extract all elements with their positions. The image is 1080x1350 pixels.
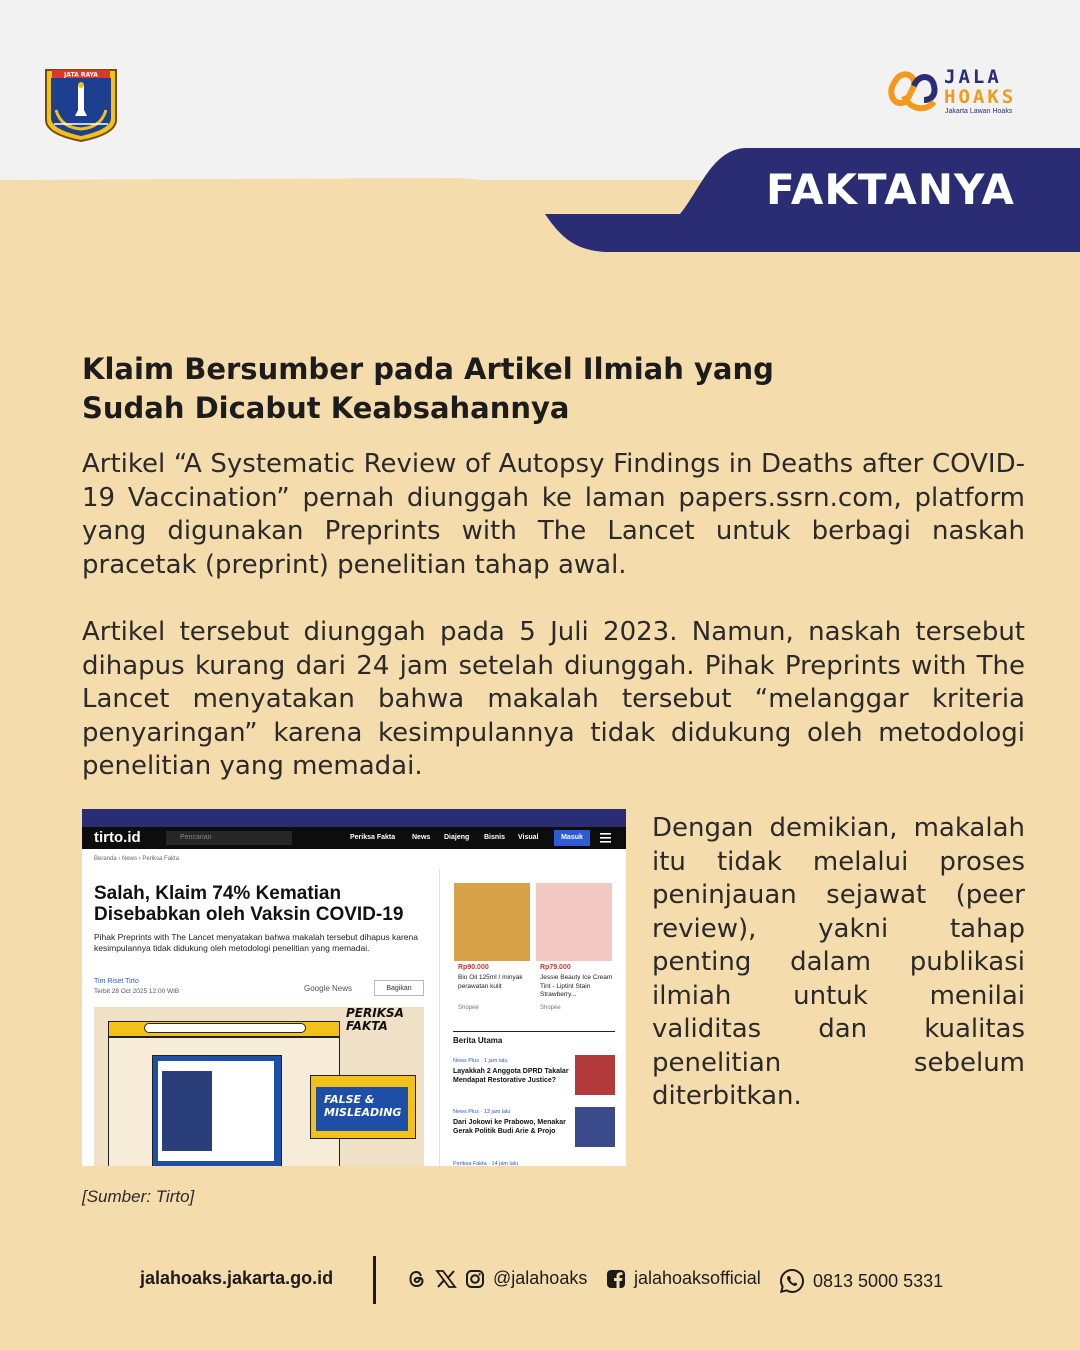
tirto-screenshot	[82, 809, 626, 1166]
screenshot-search-input: Pencarian	[166, 831, 292, 845]
screenshot-menu-item: Bisnis	[484, 834, 506, 841]
product-shop: Shopee	[540, 1005, 561, 1011]
screenshot-subtitle: Pihak Preprints with The Lancet menyatakan bahwa makalah tersebut dihapus karena kesimpulannya tidak didukung oleh metodologi penelitian yang memadai.	[94, 932, 418, 953]
screenshot-illustration	[94, 1007, 424, 1166]
screenshot-date: Terbit 28 Oct 2025 12:00 WIB	[94, 988, 180, 995]
screenshot-menu-item: Visual	[518, 834, 539, 841]
screenshot-title: Salah, Klaim 74% Kematian Disebabkan oleh Vaksin COVID-19	[94, 883, 404, 925]
image-source-caption: [Sumber: Tirto]	[82, 1187, 195, 1206]
paragraph-1: Artikel “A Systematic Review of Autopsy Findings in Deaths after COVID-19 Vaccination” pernah diunggah ke laman papers.ssrn.com, platform yang digunakan Preprints with The Lancet untuk berbagi naskah pracetak (preprint) penelitian tahap awal.	[82, 449, 1025, 580]
footer-website: jalahoaks.jakarta.go.id	[140, 1268, 334, 1288]
illus-post-image	[162, 1071, 212, 1151]
chain-link-icon	[888, 66, 940, 118]
footer-facebook-group	[606, 1268, 761, 1289]
news-thumbnail	[575, 1107, 615, 1147]
logo-tagline: Jakarta Lawan Hoaks	[945, 108, 1013, 115]
screenshot-google-news: Google News	[304, 984, 353, 993]
news-item-title: Dari Jokowi ke Prabowo, Menakar Gerak Politik Budi Arie & Projo	[453, 1119, 566, 1135]
footer-social-group	[407, 1268, 587, 1289]
illus-address-bar	[144, 1023, 306, 1033]
facebook-handle: jalahoaksofficial	[634, 1268, 761, 1288]
screenshot-menu-item: Periksa Fakta	[350, 834, 396, 841]
social-handle: @jalahoaks	[493, 1268, 588, 1288]
screenshot-author: Tim Riset Tirto	[94, 978, 139, 985]
faktanya-banner: FAKTANYA	[766, 165, 1015, 214]
jala-hoaks-logo	[888, 66, 1038, 118]
screenshot-breadcrumb: Beranda › News › Periksa Fakta	[94, 856, 180, 862]
logo-word-jala: JALA	[944, 66, 1002, 88]
screenshot-top-bar	[82, 809, 626, 827]
news-item-title: Layakkah 2 Anggota DPRD Takalar Mendapat Restorative Justice?	[453, 1068, 569, 1084]
product-shop: Shopee	[458, 1005, 479, 1011]
threads-icon	[407, 1269, 427, 1289]
news-thumbnail	[575, 1055, 615, 1095]
whatsapp-icon	[779, 1268, 805, 1294]
news-tag: Periksa Fakta · 14 jam lalu	[453, 1161, 519, 1166]
screenshot-menu-item: Diajeng	[444, 834, 470, 841]
periksa-fakta-stamp: PERIKSA FAKTA	[346, 1006, 404, 1033]
x-icon	[435, 1269, 457, 1289]
hamburger-icon	[600, 833, 611, 843]
berita-utama-heading: Berita Utama	[453, 1031, 615, 1045]
paragraph-2: Artikel tersebut diunggah pada 5 Juli 2023. Namun, naskah tersebut dihapus kurang dari 24 jam setelah diunggah. Pihak Preprints with The Lancet menyatakan bahwa makalah tersebut “melanggar kriteria penyaringan” karena kesimpulannya tidak didukung oleh metodologi penelitian yang memadai.	[82, 617, 1025, 781]
instagram-icon	[465, 1269, 485, 1289]
jakarta-emblem-logo	[44, 66, 118, 142]
screenshot-login-button: Masuk	[554, 830, 590, 846]
product-name: Jessie Beauty Ice Cream Tint - Liptint Stain Strawberry...	[540, 974, 613, 998]
screenshot-menu-item: News	[412, 834, 431, 841]
news-tag: News Plus · 1 jam lalu	[453, 1058, 508, 1064]
logo-word-hoaks: HOAKS	[944, 86, 1017, 108]
false-misleading-label: FALSE & MISLEADING	[316, 1087, 408, 1131]
screenshot-column-divider	[439, 869, 440, 1166]
product-price: Rp79.000	[540, 964, 571, 971]
paragraph-3: Dengan demikian, makalah itu tidak melalui proses peninjauan sejawat (peer review), yakni tahap penting dalam publikasi ilmiah untuk menilai validitas dan kualitas penelitian sebelum diterbitkan.	[652, 813, 1025, 1111]
product-name: Bio Oil 125ml / minyak perawatan kulit	[458, 974, 523, 990]
emblem-text: JATA RAYA	[64, 71, 98, 79]
tirto-logo: tirto.id	[94, 829, 141, 846]
footer-whatsapp-group	[779, 1268, 943, 1294]
product-image-liptint	[536, 883, 612, 961]
footer-divider	[373, 1256, 376, 1304]
product-image-bio-oil	[454, 883, 530, 961]
article-headline: Klaim Bersumber pada Artikel Ilmiah yang Sudah Dicabut Keabsahannya	[82, 352, 774, 425]
screenshot-share-button: Bagikan	[374, 980, 424, 996]
news-tag: News Plus · 13 jam lalu	[453, 1109, 511, 1115]
facebook-icon	[606, 1269, 626, 1289]
header-wave	[0, 0, 1080, 260]
whatsapp-number: 0813 5000 5331	[813, 1270, 944, 1291]
product-price: Rp90.000	[458, 964, 489, 971]
